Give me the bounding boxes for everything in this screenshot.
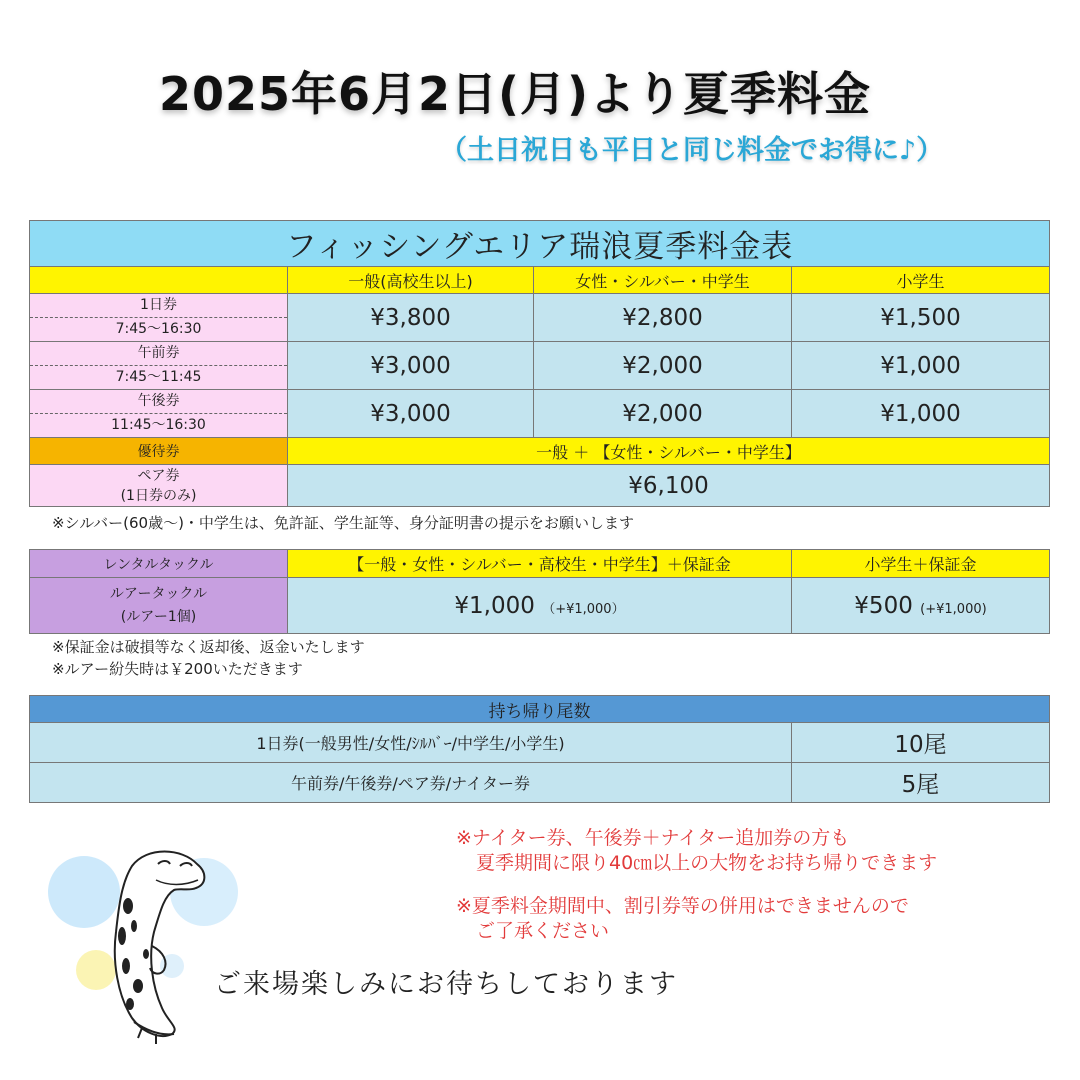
ticket-time: 11:45～16:30 — [111, 417, 206, 433]
take-home-title: 持ち帰り尾数 — [30, 696, 1050, 723]
table-row — [30, 342, 1050, 390]
price-cell: ¥1,000 — [792, 342, 1050, 390]
price-table — [29, 220, 1050, 507]
pair-ticket-note: (1日券のみ) — [120, 487, 197, 504]
deposit-note: ※保証金は破損等なく返却後、返金いたします — [52, 638, 365, 656]
discount-note — [456, 894, 909, 944]
price-cell: ¥3,000 — [288, 342, 534, 390]
rental-column-child: 小学生＋保証金 — [792, 550, 1050, 578]
ticket-time: 7:45～16:30 — [115, 321, 202, 337]
welcome-message: ご来場楽しみにお待ちしております — [214, 969, 678, 1000]
ticket-cell — [30, 342, 288, 390]
rental-item-name: ルアータックル — [109, 585, 208, 602]
table-row — [30, 390, 1050, 438]
night-ticket-note-line1: ※ナイター券、午後券＋ナイター追加券の方も — [456, 827, 850, 849]
night-ticket-note-line2: 夏季期間に限り40㎝以上の大物をお持ち帰りできます — [476, 852, 938, 874]
take-home-count: 10尾 — [792, 723, 1050, 763]
price-cell: ¥2,000 — [534, 390, 792, 438]
page-subtitle: （土日祝日も平日と同じ料金でお得に♪） — [440, 135, 944, 166]
pair-ticket-cell — [30, 465, 288, 507]
rental-deposit: （+¥1,000） — [542, 601, 625, 617]
take-home-table — [29, 695, 1050, 803]
table-row — [30, 723, 1050, 763]
rental-item-note: (ルアー1個) — [120, 608, 197, 625]
column-header-women-senior: 女性・シルバー・中学生 — [534, 267, 792, 294]
ticket-name: 午後券 — [30, 390, 287, 414]
frog-icon — [72, 836, 222, 1046]
rental-price: ¥500 — [854, 592, 913, 619]
rental-column-general: 【一般・女性・シルバー・高校生・中学生】＋保証金 — [288, 550, 792, 578]
column-header-child: 小学生 — [792, 267, 1050, 294]
table-row — [30, 763, 1050, 803]
ticket-cell — [30, 390, 288, 438]
price-cell: ¥2,000 — [534, 342, 792, 390]
price-table-title: フィッシングエリア瑞浪夏季料金表 — [30, 221, 1050, 267]
special-ticket-label: 優待券 — [30, 438, 288, 465]
discount-note-line1: ※夏季料金期間中、割引券等の併用はできませんので — [456, 895, 909, 917]
rental-price-child — [792, 578, 1050, 634]
night-ticket-note — [456, 826, 937, 876]
take-home-label: 午前券/午後券/ペア券/ナイター券 — [30, 763, 792, 803]
column-header-general: 一般(高校生以上) — [288, 267, 534, 294]
pair-ticket-name: ペア券 — [137, 467, 180, 484]
table-row — [30, 294, 1050, 342]
pair-ticket-price: ¥6,100 — [288, 465, 1050, 507]
rental-deposit: (+¥1,000) — [920, 601, 987, 617]
ticket-time: 7:45～11:45 — [115, 369, 202, 385]
take-home-label: 1日券(一般男性/女性/ｼﾙﾊﾞｰ/中学生/小学生) — [30, 723, 792, 763]
price-table-corner — [30, 267, 288, 294]
discount-note-line2: ご了承ください — [476, 920, 610, 942]
price-cell: ¥3,000 — [288, 390, 534, 438]
rental-price-general — [288, 578, 792, 634]
rental-label: レンタルタックル — [30, 550, 288, 578]
id-note: ※シルバー(60歳～)・中学生は、免許証、学生証等、身分証明書の提示をお願いします — [52, 514, 634, 532]
rental-item-cell — [30, 578, 288, 634]
ticket-name: 午前券 — [30, 342, 287, 366]
price-cell: ¥2,800 — [534, 294, 792, 342]
rental-table — [29, 549, 1050, 634]
take-home-count: 5尾 — [792, 763, 1050, 803]
price-cell: ¥1,000 — [792, 390, 1050, 438]
ticket-name: 1日券 — [30, 294, 287, 318]
lure-lost-note: ※ルアー紛失時は￥200いただきます — [52, 660, 303, 678]
price-cell: ¥1,500 — [792, 294, 1050, 342]
price-cell: ¥3,800 — [288, 294, 534, 342]
special-ticket-header: 一般 ＋ 【女性・シルバー・中学生】 — [288, 438, 1050, 465]
ticket-cell — [30, 294, 288, 342]
rental-price: ¥1,000 — [454, 592, 535, 619]
page-title: 2025年6月2日(月)より夏季料金 — [158, 67, 872, 121]
